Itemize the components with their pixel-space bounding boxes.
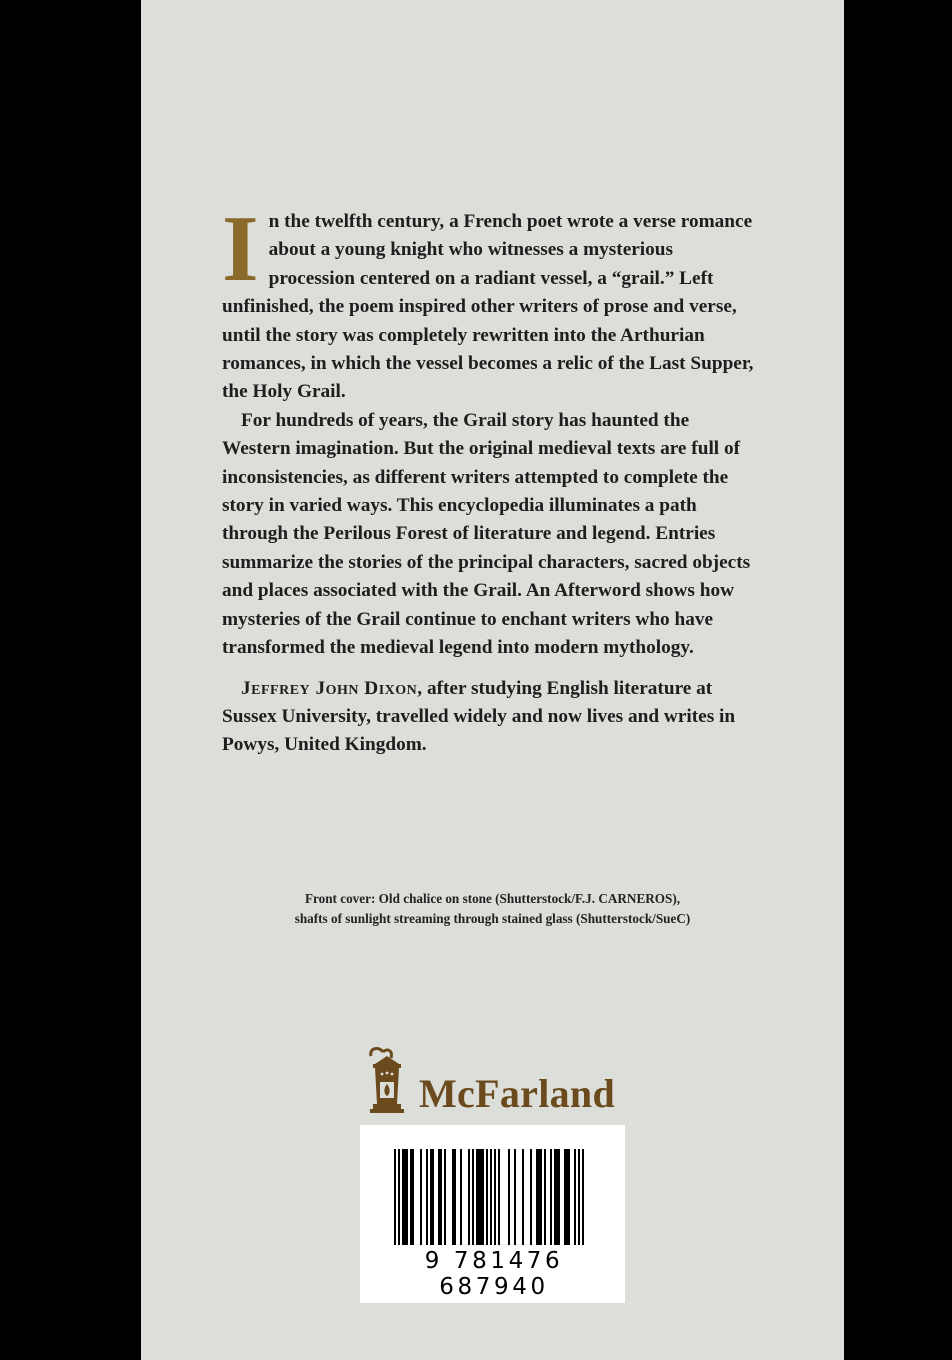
blurb-paragraph-2: For hundreds of years, the Grail story has haunted the Western imagination. But the original medieval texts are full of inconsistencies, as different writers attempted to complete the story in varied ways. This encyclopedia illuminates a path through the Perilous Forest of literature and legend. Entries summarize the stories of the principal characters, sacred objects and places associated with the Grail. An Afterword shows how mysteries of the Grail continue to enchant writers who have transformed the medieval legend into modern mythology. xyxy=(222,409,751,659)
barcode-bar xyxy=(468,1149,470,1245)
barcode-bar xyxy=(426,1149,428,1245)
barcode-bar xyxy=(530,1149,532,1245)
barcode-digits: 9 781476 687940 xyxy=(424,1248,564,1300)
publisher-logo xyxy=(361,1046,631,1118)
barcode-bar xyxy=(536,1149,538,1245)
barcode-bar xyxy=(476,1149,478,1245)
blurb-paragraph-1-text: n the twelfth century, a French poet wrote a verse romance about a young knight who witnesses a mysterious procession centered on a radiant vessel, a “grail.” Left unfinished, the poem inspired other writers of prose and verse, until the story was completely rewritten into the Arthurian romances, in which the vessel becomes a relic of the Last Supper, the Holy Grail. xyxy=(222,211,754,403)
blurb xyxy=(222,197,762,760)
barcode-bar xyxy=(582,1149,584,1245)
isbn-barcode xyxy=(360,1125,625,1303)
barcode-bar xyxy=(444,1149,446,1245)
barcode-bar xyxy=(558,1149,560,1245)
barcode-bar xyxy=(394,1149,396,1245)
author-name: Jeffrey John Dixon xyxy=(241,677,418,699)
blurb-paragraph-1 xyxy=(222,197,762,407)
author-bio-text: , after studying English literature at Sussex University, travelled widely and now lives and writes in Powys, United Kingdom. xyxy=(222,677,736,756)
barcode-bar xyxy=(420,1149,422,1245)
publisher-name: McFarland xyxy=(419,1071,616,1116)
barcode-bar xyxy=(540,1149,542,1245)
barcode-bar xyxy=(522,1149,524,1245)
barcode-bar xyxy=(478,1149,480,1245)
barcode-bar xyxy=(440,1149,442,1245)
cover-credits xyxy=(141,889,844,929)
cover-credits-line-1: Front cover: Old chalice on stone (Shutterstock/F.J. CARNEROS), xyxy=(304,891,681,906)
barcode-bar xyxy=(550,1149,552,1245)
barcode-bar xyxy=(554,1149,556,1245)
cover-credits-line-2: shafts of sunlight streaming through stained glass (Shutterstock/SueC) xyxy=(294,911,691,926)
barcode-bar xyxy=(538,1149,540,1245)
barcode-bar xyxy=(564,1149,566,1245)
barcode-bar xyxy=(432,1149,434,1245)
barcode-bar xyxy=(578,1149,580,1245)
barcode-bar xyxy=(398,1149,400,1245)
barcode-bar xyxy=(574,1149,576,1245)
barcode-bar xyxy=(454,1149,456,1245)
barcode-bars xyxy=(394,1149,590,1249)
barcode-bar xyxy=(544,1149,546,1245)
barcode-bar xyxy=(482,1149,484,1245)
barcode-bar xyxy=(430,1149,432,1245)
barcode-bar xyxy=(452,1149,454,1245)
barcode-bar xyxy=(514,1149,516,1245)
author-bio xyxy=(222,675,762,760)
barcode-bar xyxy=(494,1149,496,1245)
barcode-bar xyxy=(490,1149,492,1245)
barcode-bar xyxy=(460,1149,462,1245)
barcode-bar xyxy=(508,1149,510,1245)
barcode-bar xyxy=(404,1149,406,1245)
barcode-bar xyxy=(406,1149,408,1245)
barcode-bar xyxy=(410,1149,412,1245)
drop-cap: I xyxy=(222,197,259,301)
barcode-bar xyxy=(472,1149,474,1245)
barcode-bar xyxy=(402,1149,404,1245)
barcode-bar xyxy=(498,1149,500,1245)
barcode-bar xyxy=(412,1149,414,1245)
barcode-bar xyxy=(566,1149,568,1245)
barcode-bar xyxy=(480,1149,482,1245)
barcode-bar xyxy=(486,1149,488,1245)
lantern-icon xyxy=(361,1046,413,1118)
barcode-bar xyxy=(568,1149,570,1245)
barcode-bar xyxy=(438,1149,440,1245)
back-cover xyxy=(141,0,844,1360)
barcode-bar xyxy=(556,1149,558,1245)
